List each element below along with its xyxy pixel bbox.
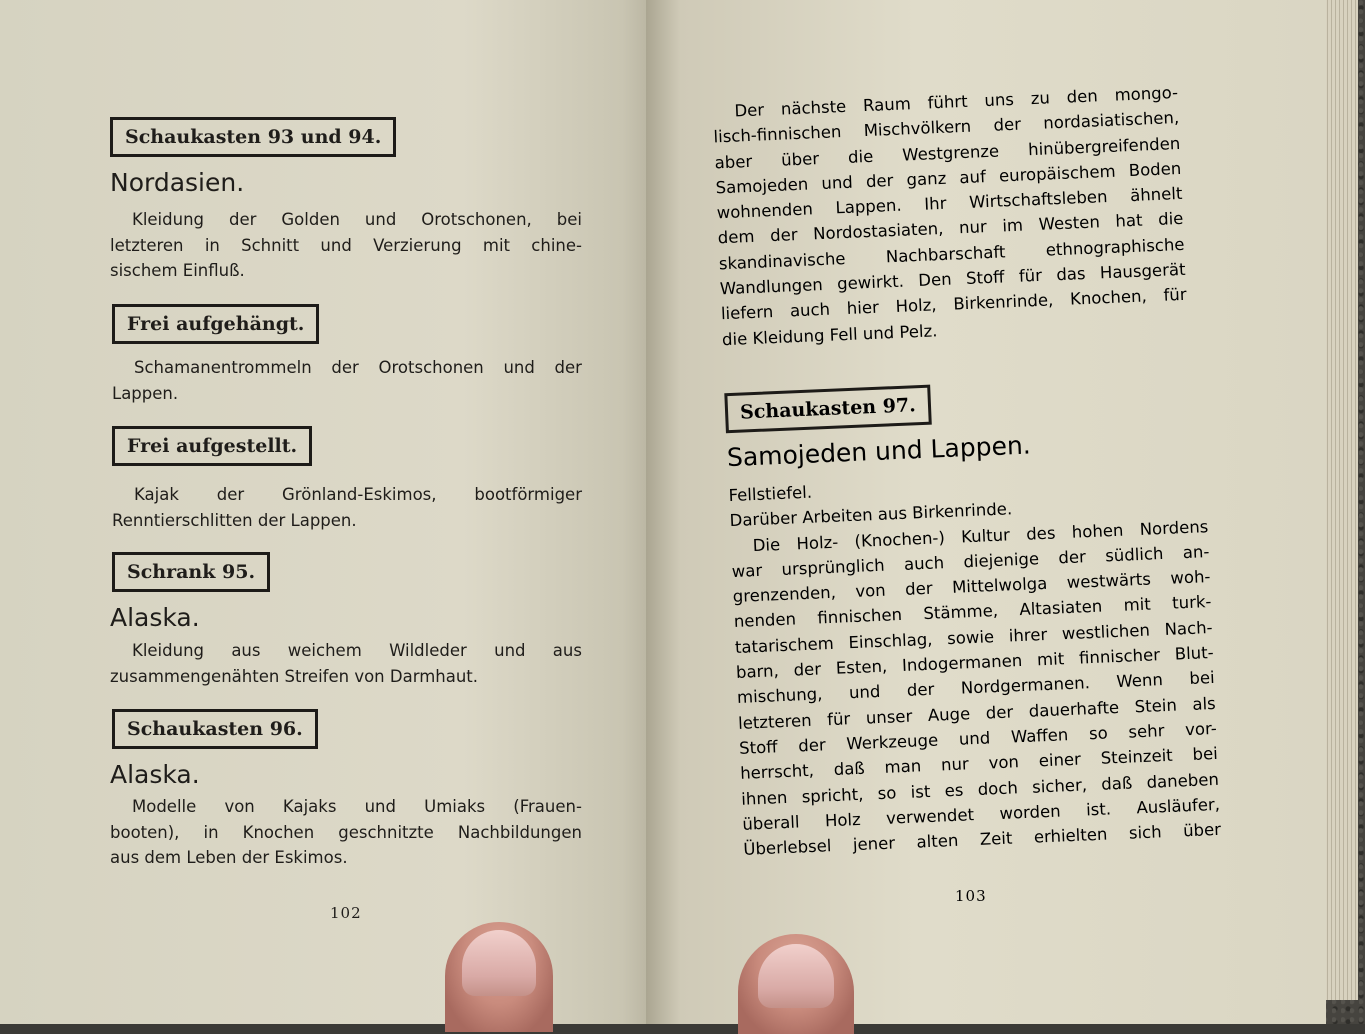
text-line: Kleidung der Golden und Orotschonen, bei bbox=[132, 210, 582, 229]
text-line: herrscht, daß man nur von einer Steinzeit bei bbox=[739, 744, 1219, 784]
text-line: liefern auch hier Holz, Birkenrinde, Knochen, für bbox=[720, 285, 1187, 324]
item-line: Darüber Arbeiten aus Birkenrinde. bbox=[729, 499, 1013, 531]
text-line: booten), in Knochen geschnitzte Nachbildungen bbox=[110, 822, 582, 842]
section-box-label: Schaukasten 96. bbox=[112, 709, 318, 749]
section-text bbox=[112, 482, 582, 533]
text-line: skandinavische Nachbarschaft ethnographische bbox=[718, 234, 1185, 274]
text-line: dem der Nordostasiaten, nur im Westen hat die bbox=[717, 209, 1184, 248]
section-box-label: Frei aufgestellt. bbox=[112, 426, 312, 466]
text-line: Lappen. bbox=[112, 383, 179, 403]
text-line: Überlebsel jener alten Zeit erhielten sich über bbox=[743, 819, 1222, 859]
text-line: Renntierschlitten der Lappen. bbox=[112, 510, 357, 530]
section-heading: Nordasien. bbox=[110, 168, 245, 197]
text-line: zusammengenähten Streifen von Darmhaut. bbox=[110, 666, 479, 686]
left-page bbox=[0, 0, 662, 1024]
section-heading: Alaska. bbox=[110, 760, 200, 789]
text-line: Die Holz- (Knochen-) Kultur des hohen Nordens bbox=[752, 516, 1209, 555]
item-line: Fellstiefel. bbox=[728, 482, 813, 506]
page-number: 102 bbox=[330, 904, 362, 922]
section-box-label: Schrank 95. bbox=[112, 552, 270, 592]
section-text bbox=[112, 355, 582, 406]
section-box-label: Schaukasten 93 und 94. bbox=[110, 117, 396, 157]
section-box-label: Schaukasten 97. bbox=[724, 385, 931, 434]
text-line: war ursprünglich auch diejenige der südlich an- bbox=[731, 541, 1210, 581]
intro-paragraph bbox=[712, 80, 1188, 352]
section-heading: Alaska. bbox=[110, 603, 200, 632]
text-line: die Kleidung Fell und Pelz. bbox=[721, 320, 938, 349]
text-line: tatarischem Einschlag, sowie ihrer westlichen Nach- bbox=[734, 617, 1213, 657]
text-line: Der nächste Raum führt uns zu den mongo- bbox=[734, 82, 1179, 121]
text-line: ihnen spricht, so ist es doch sicher, daß daneben bbox=[740, 769, 1220, 809]
text-line: aus dem Leben der Eskimos. bbox=[110, 848, 348, 867]
text-line: Kleidung aus weichem Wildleder und aus bbox=[132, 641, 582, 660]
text-line: lisch-finnischen Mischvölkern der nordasiatischen, bbox=[713, 108, 1180, 147]
text-line: Modelle von Kajaks und Umiaks (Frauen- bbox=[132, 797, 582, 816]
section-heading: Samojeden und Lappen. bbox=[726, 430, 1032, 473]
text-line: grenzenden, von der Mittelwolga westwärts woh- bbox=[732, 567, 1211, 607]
text-line: aber über die Westgrenze hinübergreifenden bbox=[714, 133, 1181, 173]
text-line: sischem Einfluß. bbox=[110, 261, 245, 280]
text-line: Kajak der Grönland-Eskimos, bootförmiger bbox=[134, 485, 582, 504]
text-line: letzteren für unser Auge der dauerhafte Stein als bbox=[737, 693, 1217, 733]
text-line: Stoff der Werkzeuge und Waffen so sehr vor- bbox=[738, 718, 1218, 758]
left-thumbnail-nail bbox=[462, 930, 536, 996]
text-line: letzteren in Schnitt und Verzierung mit chine- bbox=[110, 235, 582, 255]
text-line: mischung, und der Nordgermanen. Wenn bei bbox=[736, 668, 1215, 708]
text-line: barn, der Esten, Indogermanen mit finnischer Blut- bbox=[735, 643, 1214, 683]
page-number: 103 bbox=[955, 887, 987, 905]
text-line: Schamanentrommeln der Orotschonen und der bbox=[134, 358, 582, 377]
text-line: Samojeden und der ganz auf europäischem Boden bbox=[715, 158, 1182, 198]
body-paragraph bbox=[728, 463, 1221, 862]
section-text bbox=[110, 638, 582, 689]
text-line: Wandlungen gewirkt. Den Stoff für das Hausgerät bbox=[719, 259, 1186, 299]
text-line: wohnenden Lappen. Ihr Wirtschaftsleben ähnelt bbox=[716, 184, 1183, 223]
section-box-label: Frei aufgehängt. bbox=[112, 304, 319, 344]
text-line: nenden finnischen Stämme, Altasiaten mit turk- bbox=[733, 592, 1212, 632]
section-text bbox=[110, 207, 582, 284]
text-line: überall Holz verwendet worden ist. Ausläufer, bbox=[741, 794, 1221, 834]
section-text bbox=[110, 794, 582, 871]
